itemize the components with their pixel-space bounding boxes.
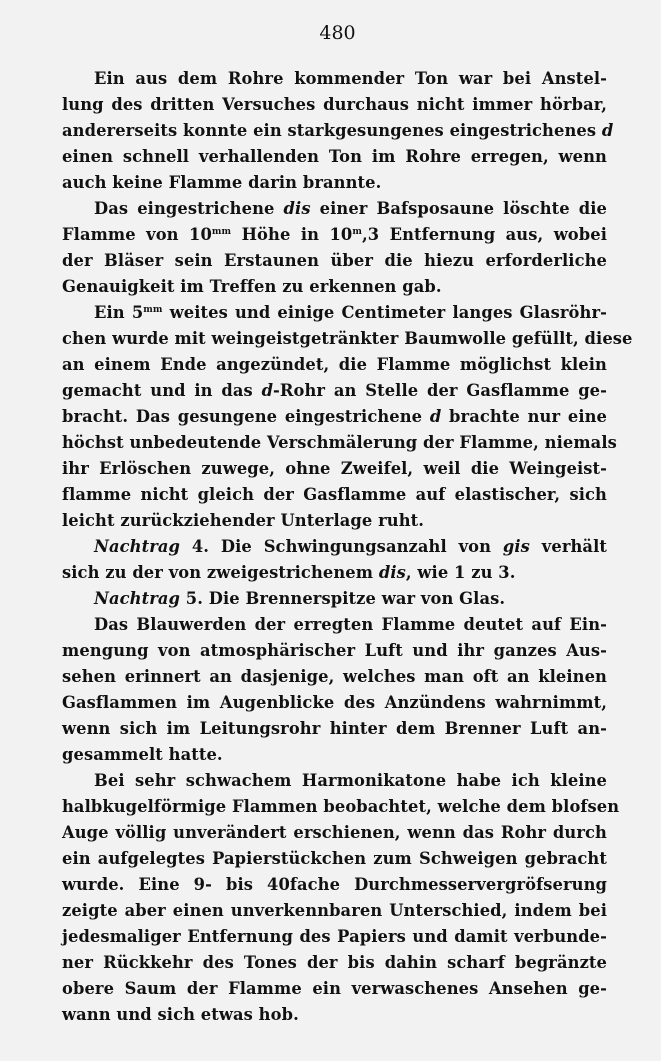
text-line	[62, 924, 607, 950]
text-segment: , wie 1 zu 3.	[405, 563, 516, 582]
text-line	[62, 326, 633, 352]
text-segment: Höhe in 10	[231, 225, 353, 244]
text-line	[62, 768, 607, 794]
page-number: 480	[319, 22, 356, 44]
text-line	[62, 794, 620, 820]
text-segment: Das eingestrichene	[94, 199, 284, 218]
text-segment: -Rohr an Stelle der Gasflamme ge-	[273, 381, 608, 400]
text-line	[62, 1002, 607, 1028]
text-line	[62, 66, 607, 92]
text-segment: sich zu der von zweigestrichenem	[62, 563, 379, 582]
text-segment: auch keine Flamme darin brannte.	[62, 173, 382, 192]
text-line	[62, 560, 607, 586]
text-line	[62, 976, 607, 1002]
text-line	[62, 352, 607, 378]
italic-text: d	[429, 407, 442, 426]
superscript-unit: mm	[143, 305, 163, 315]
text-line	[62, 196, 607, 222]
text-segment: Bei sehr schwachem Harmonikatone habe ich kleine	[94, 771, 607, 790]
text-line	[62, 404, 607, 430]
text-line	[62, 638, 607, 664]
text-line	[62, 664, 607, 690]
text-segment: Flamme von 10	[62, 225, 212, 244]
text-line	[62, 534, 607, 560]
paragraph	[62, 300, 633, 534]
text-segment: wurde. Eine 9- bis 40fache Durchmesservergröfserung	[62, 875, 607, 894]
text-segment: gemacht und in das	[62, 381, 262, 400]
italic-text: Nachtrag	[94, 589, 181, 608]
text-segment: 4. Die Schwingungsanzahl von	[180, 537, 503, 556]
paragraph	[62, 586, 607, 612]
text-segment: andererseits konnte ein starkgesungenes eingestrichenes	[62, 121, 602, 140]
text-segment: chen wurde mit weingeistgetränkter Baumwolle gefüllt, diese	[62, 329, 633, 348]
text-line	[62, 846, 607, 872]
text-line	[62, 872, 607, 898]
text-segment: leicht zurückziehender Unterlage ruht.	[62, 511, 425, 530]
paragraph	[62, 768, 620, 1028]
text-line	[62, 482, 607, 508]
text-segment: sehen erinnert an dasjenige, welches man oft an kleinen	[62, 667, 607, 686]
italic-text: gis	[502, 537, 530, 556]
italic-text: dis	[378, 563, 406, 582]
text-segment: Ein aus dem Rohre kommender Ton war bei Anstel-	[94, 69, 607, 88]
text-segment: einen schnell verhallenden Ton im Rohre erregen, wenn	[62, 147, 607, 166]
superscript-unit: mm	[211, 227, 232, 237]
text-line	[62, 300, 607, 326]
text-segment: flamme nicht gleich der Gasflamme auf elastischer, sich	[62, 485, 607, 504]
text-line	[62, 716, 607, 742]
text-segment: wann und sich etwas hob.	[62, 1005, 299, 1024]
text-line	[62, 378, 607, 404]
text-segment: mengung von atmosphärischer Luft und ihr ganzes Aus-	[62, 641, 607, 660]
text-segment: ,3 Entfernung aus, wobei	[361, 225, 607, 244]
text-line	[62, 118, 614, 144]
text-line	[62, 222, 607, 248]
text-line	[62, 274, 607, 300]
text-segment: ein aufgelegtes Papierstückchen zum Schweigen gebracht	[62, 849, 607, 868]
text-segment: einer Bafsposaune löschte die	[310, 199, 608, 218]
paragraph	[62, 612, 607, 768]
text-line	[62, 248, 607, 274]
text-line	[62, 742, 607, 768]
text-segment: gesammelt hatte.	[62, 745, 223, 764]
text-line	[62, 820, 607, 846]
text-line	[62, 586, 607, 612]
text-line	[62, 92, 607, 118]
text-line	[62, 144, 607, 170]
text-segment: Auge völlig unverändert erschienen, wenn das Rohr durch	[62, 823, 607, 842]
text-segment: bracht. Das gesungene eingestrichene	[62, 407, 430, 426]
text-segment: brachte nur eine	[441, 407, 607, 426]
text-segment: ner Rückkehr des Tones der bis dahin scharf begränzte	[62, 953, 607, 972]
text-segment: wenn sich im Leitungsrohr hinter dem Brenner Luft an-	[62, 719, 607, 738]
paragraph	[62, 196, 607, 300]
text-segment: Das Blauwerden der erregten Flamme deutet auf Ein-	[94, 615, 607, 634]
body-text	[62, 66, 633, 1028]
text-segment: weites und einige Centimeter langes Glasröhr-	[162, 303, 607, 322]
superscript-unit: m	[352, 227, 362, 237]
italic-text: d	[261, 381, 274, 400]
text-line	[62, 950, 607, 976]
text-segment: an einem Ende angezündet, die Flamme möglichst klein	[62, 355, 607, 374]
text-segment: jedesmaliger Entfernung des Papiers und damit verbunde-	[62, 927, 607, 946]
italic-text: dis	[283, 199, 311, 218]
text-line	[62, 170, 607, 196]
text-segment: obere Saum der Flamme ein verwaschenes Ansehen ge-	[62, 979, 607, 998]
text-line	[62, 690, 607, 716]
text-line	[62, 430, 617, 456]
text-segment: zeigte aber einen unverkennbaren Unterschied, indem bei	[62, 901, 607, 920]
paragraph	[62, 66, 614, 196]
text-segment: Genauigkeit im Treffen zu erkennen gab.	[62, 277, 442, 296]
text-segment: Gasflammen im Augenblicke des Anzündens wahrnimmt,	[62, 693, 607, 712]
paragraph	[62, 534, 607, 586]
text-line	[62, 612, 607, 638]
text-segment: ihr Erlöschen zuwege, ohne Zweifel, weil die Weingeist-	[62, 459, 607, 478]
text-segment: höchst unbedeutende Verschmälerung der Flamme, niemals	[62, 433, 617, 452]
text-segment: halbkugelförmige Flammen beobachtet, welche dem blofsen	[62, 797, 620, 816]
italic-text: d	[601, 121, 614, 140]
text-line	[62, 508, 607, 534]
text-segment: Ein 5	[94, 303, 144, 322]
text-segment: der Bläser sein Erstaunen über die hiezu erforderliche	[62, 251, 607, 270]
text-segment: lung des dritten Versuches durchaus nicht immer hörbar,	[62, 95, 607, 114]
text-line	[62, 456, 607, 482]
text-segment: verhält	[529, 537, 607, 556]
text-segment: 5. Die Brennerspitze war von Glas.	[180, 589, 506, 608]
text-line	[62, 898, 607, 924]
italic-text: Nachtrag	[94, 537, 181, 556]
